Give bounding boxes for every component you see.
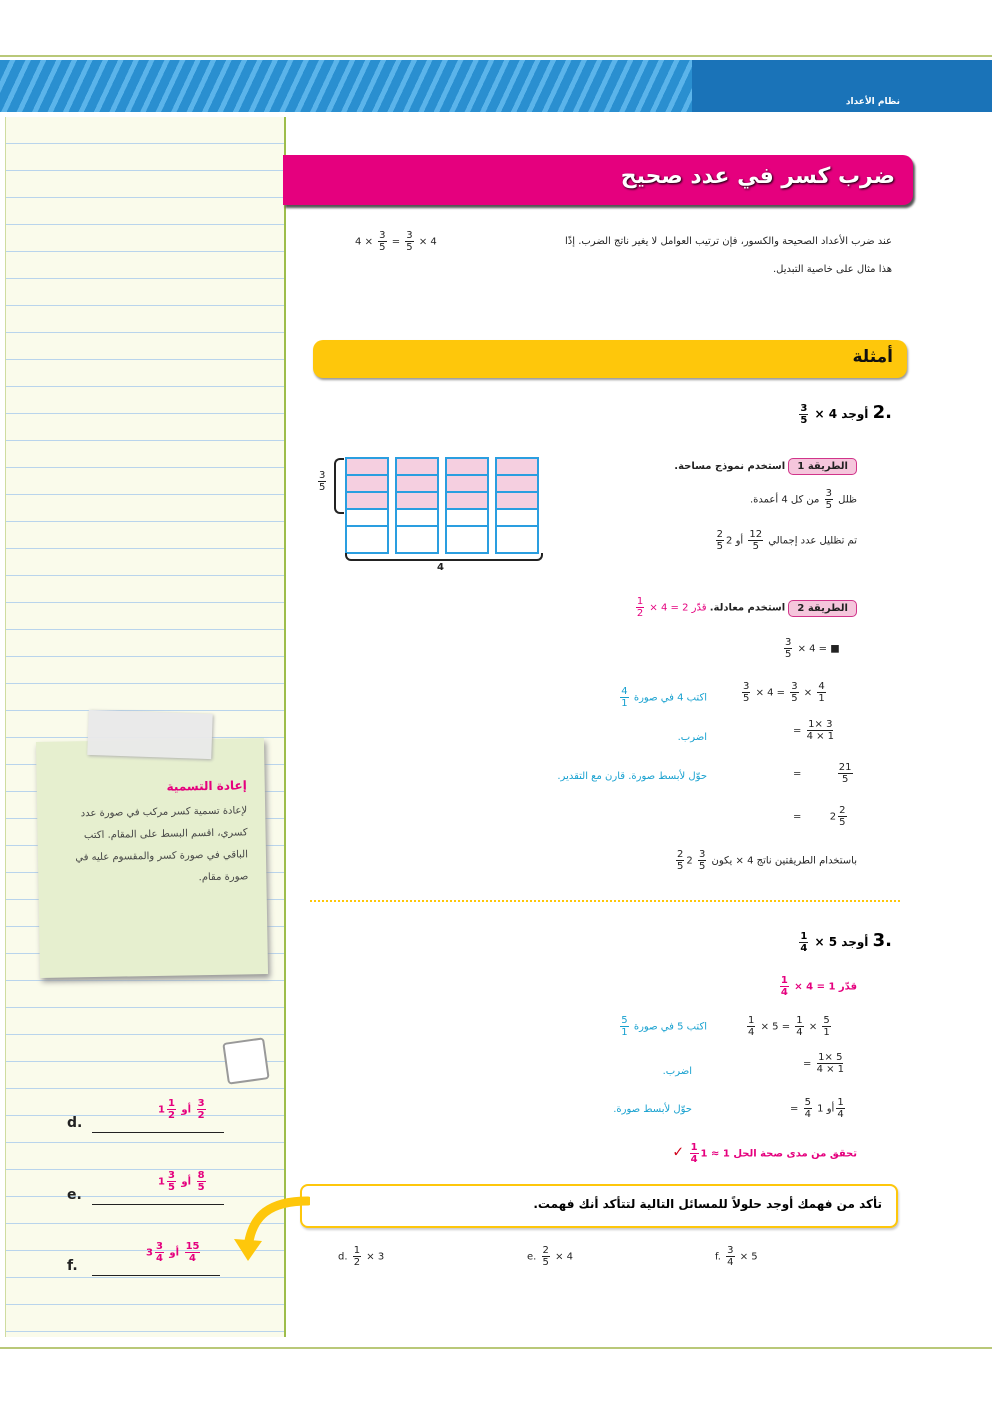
answer-f: f. bbox=[67, 1258, 78, 1274]
fraction: $\frac{3}{5}$ bbox=[800, 403, 808, 426]
intro-line-1: عند ضرب الأعداد الصحيحة والكسور، فإن ترتيب العوامل لا يغير ناتج الضرب. إذًا bbox=[565, 236, 892, 247]
answer-e-value: 1 $\frac{3}{5}$ أو $\frac{8}{5}$ bbox=[158, 1170, 205, 1193]
fraction: $\frac{3}{5}$ bbox=[167, 1170, 175, 1193]
model-side-label bbox=[316, 470, 328, 493]
method-1-badge: الطريقة 1 bbox=[788, 458, 857, 475]
example-3-prompt: .3 أوجد 5 × $\frac{1}{4}$ bbox=[800, 930, 892, 954]
example-3-step-2: = $\frac{1\times 5}{4 \times 1}$ bbox=[803, 1052, 845, 1075]
fraction: $\frac{5}{1}$ bbox=[823, 1015, 830, 1038]
example-2-prompt: .2 أوجد 4 × $\frac{3}{5}$ bbox=[800, 402, 892, 426]
method-2: الطريقة 2 استخدم معادلة. قدّر 2 = 4 × $\frac{1}{2}$ bbox=[634, 596, 857, 619]
method-1: الطريقة 1 استخدم نموذج مساحة. bbox=[674, 458, 857, 475]
fraction: $\frac{1\times 3}{4 \times 1}$ bbox=[806, 719, 835, 742]
lesson-title-bar bbox=[283, 155, 913, 205]
fraction: $\frac{3}{2}$ bbox=[197, 1098, 205, 1121]
equation-step-1-note: اكتب 4 في صورة $\frac{4}{1}$ bbox=[621, 686, 707, 709]
fraction: $\frac{3}{4}$ bbox=[155, 1241, 163, 1264]
example-3-step-2-note: اضرب. bbox=[662, 1066, 692, 1077]
sticky-tape bbox=[87, 710, 212, 759]
intro-line-2: هذا مثال على خاصية التبديل. bbox=[772, 264, 892, 275]
header-label: نظام الأعداد bbox=[845, 97, 900, 107]
answer-e: e. bbox=[67, 1187, 82, 1203]
example-3-step-3: = $\frac{5}{4}$ أو 1 $\frac{1}{4}$ bbox=[790, 1097, 844, 1120]
method-1-step-2: تم تظليل عدد إجمالي $\frac{12}{5}$ أو 2 $\frac{2}{5}$ bbox=[716, 529, 857, 552]
fraction: $\frac{3}{5}$ bbox=[698, 849, 706, 872]
intro-commutative-equation: 4 × $\frac{3}{5}$ = $\frac{3}{5}$ × 4 bbox=[355, 230, 437, 253]
method-2-badge: الطريقة 2 bbox=[788, 600, 857, 617]
curved-arrow-icon bbox=[230, 1195, 310, 1265]
fraction: $\frac{3}{5}$ bbox=[319, 470, 326, 493]
examples-heading: أمثلة bbox=[852, 347, 893, 367]
model-bottom-label: 4 bbox=[437, 562, 444, 573]
fraction: $\frac{3}{4}$ bbox=[727, 1245, 734, 1268]
example-number: .2 bbox=[872, 402, 892, 423]
check-understanding-text: تأكد من فهمك أوجد حلولاً للمسائل التالية لتتأكد أنك فهمت. bbox=[533, 1197, 882, 1211]
example-3-estimate: قدّر 1 = 4 × $\frac{1}{4}$ bbox=[780, 975, 857, 998]
fraction: $\frac{1}{4}$ bbox=[748, 1015, 755, 1038]
fraction: $\frac{1}{4}$ bbox=[800, 931, 808, 954]
answer-d-value: 1 $\frac{1}{2}$ أو $\frac{3}{2}$ bbox=[158, 1098, 205, 1121]
check-understanding-bar bbox=[300, 1184, 898, 1228]
answer-d: d. bbox=[67, 1115, 83, 1131]
fraction: $\frac{1}{4}$ bbox=[690, 1142, 698, 1165]
examples-heading-bar bbox=[313, 340, 907, 378]
fraction: $\frac{1}{4}$ bbox=[837, 1097, 844, 1120]
equation-step-1: $\frac{3}{5}$ × 4 = $\frac{3}{5}$ × $\frac{4}{1}$ bbox=[743, 681, 825, 704]
fraction: $\frac{1}{4}$ bbox=[780, 975, 788, 998]
equation-step-3-note: حوّل لأبسط صورة. قارن مع التقدير. bbox=[557, 771, 707, 782]
fraction: $\frac{3}{5}$ bbox=[825, 488, 832, 511]
example-3-check: تحقق من مدى صحة الحل 1 ≈ 1 $\frac{1}{4}$ ✓ bbox=[672, 1142, 857, 1165]
area-model bbox=[345, 457, 540, 552]
fraction: $\frac{3}{5}$ bbox=[379, 230, 386, 253]
fraction: $\frac{3}{5}$ bbox=[406, 230, 413, 253]
problem-e: e. $\frac{2}{5}$ × 4 bbox=[527, 1245, 574, 1268]
equation-step-4: = 2 $\frac{2}{5}$ bbox=[793, 805, 846, 828]
area-model-column bbox=[445, 457, 489, 554]
fraction: $\frac{8}{5}$ bbox=[197, 1170, 205, 1193]
lesson-title: ضرب كسر في عدد صحيح bbox=[620, 164, 895, 189]
problem-d: d. $\frac{1}{2}$ × 3 bbox=[338, 1245, 385, 1268]
example-3-step-1: $\frac{1}{4}$ × 5 = $\frac{1}{4}$ × $\frac{5}{1}$ bbox=[748, 1015, 830, 1038]
problem-f: f. $\frac{3}{4}$ × 5 bbox=[715, 1245, 758, 1268]
section-divider bbox=[310, 900, 900, 902]
fraction: $\frac{5}{4}$ bbox=[804, 1097, 811, 1120]
fraction: $\frac{2}{5}$ bbox=[677, 849, 684, 872]
fraction: $\frac{3}{5}$ bbox=[743, 681, 750, 704]
fraction: $\frac{1}{2}$ bbox=[636, 596, 644, 619]
fraction: $\frac{1\times 5}{4 \times 1}$ bbox=[816, 1052, 845, 1075]
fraction: $\frac{15}{4}$ bbox=[185, 1241, 200, 1264]
method-1-step-1: ظلل $\frac{3}{5}$ من كل 4 أعمدة. bbox=[749, 488, 857, 511]
fraction: $\frac{1}{2}$ bbox=[167, 1098, 175, 1121]
sticky-title: إعادة التسمية bbox=[166, 778, 247, 794]
sticky-body: لإعادة تسمية كسر مركب في صورة عدد كسري، اقسم البسط على المقام. اكتب الباقي في صورة كسر والمقسوم عليه في صورة مقام. bbox=[75, 805, 249, 884]
sticky-note bbox=[36, 738, 268, 978]
fraction: $\frac{2}{5}$ bbox=[839, 805, 846, 828]
area-model-column bbox=[345, 457, 389, 554]
area-model-column bbox=[495, 457, 539, 554]
answer-f-value: 3 $\frac{3}{4}$ أو $\frac{15}{4}$ bbox=[146, 1241, 200, 1264]
header-tab bbox=[692, 60, 992, 112]
example-3-step-3-note: حوّل لأبسط صورة. bbox=[613, 1104, 692, 1115]
equation-step-2: = $\frac{1\times 3}{4 \times 1}$ bbox=[793, 719, 835, 742]
fraction: $\frac{2}{5}$ bbox=[542, 1245, 549, 1268]
fraction: $\frac{4}{1}$ bbox=[621, 686, 628, 709]
notepad-icon bbox=[222, 1037, 269, 1084]
equation-step-3: = $\frac{21}{5}$ bbox=[793, 762, 852, 785]
equation-step-2-note: اضرب. bbox=[677, 732, 707, 743]
checkmark-icon: ✓ bbox=[672, 1144, 685, 1161]
fraction: $\frac{5}{1}$ bbox=[621, 1015, 628, 1038]
model-bottom-brace bbox=[345, 553, 543, 561]
fraction: $\frac{2}{5}$ bbox=[716, 529, 724, 552]
example-2-conclusion: باستخدام الطريقتين ناتج 4 × يكون $\frac{3}{5}$ 2 $\frac{2}{5}$ bbox=[677, 849, 857, 872]
fraction: $\frac{3}{5}$ bbox=[785, 637, 792, 660]
fraction: $\frac{3}{5}$ bbox=[791, 681, 798, 704]
example-3-step-1-note: اكتب 5 في صورة $\frac{5}{1}$ bbox=[621, 1015, 707, 1038]
fraction: $\frac{1}{4}$ bbox=[796, 1015, 803, 1038]
fraction: $\frac{21}{5}$ bbox=[838, 762, 852, 785]
fraction: $\frac{4}{1}$ bbox=[818, 681, 825, 704]
fraction: $\frac{12}{5}$ bbox=[749, 529, 763, 552]
area-model-column bbox=[395, 457, 439, 554]
model-brace bbox=[334, 458, 344, 514]
equation-step-0: $\frac{3}{5}$ × 4 = ■ bbox=[785, 637, 840, 660]
fraction: $\frac{1}{2}$ bbox=[353, 1245, 361, 1268]
